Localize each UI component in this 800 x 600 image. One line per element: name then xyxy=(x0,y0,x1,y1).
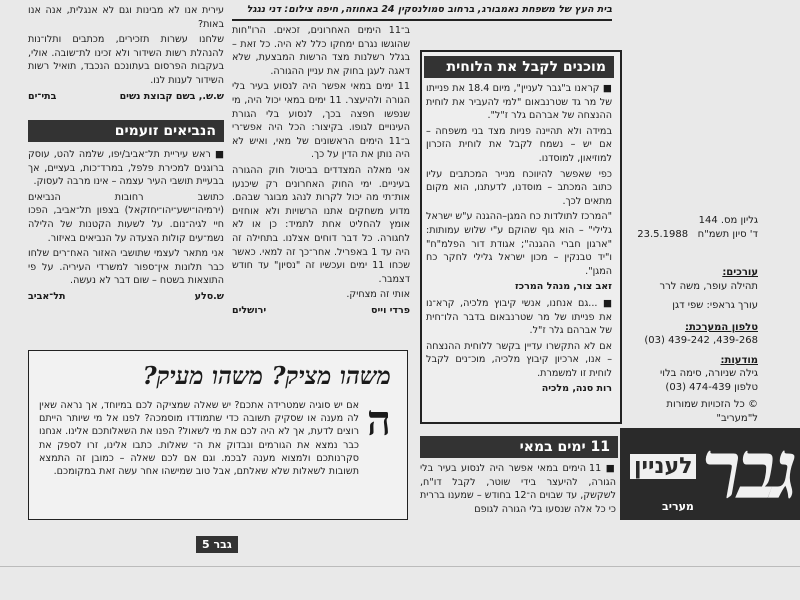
middle-article-body xyxy=(232,24,410,320)
prophets-headline: הנביאים זועמים xyxy=(28,120,224,142)
ready-paragraph: במידה ולא תהיינה פניות מצד בני משפחה – אם יש – נשמח לקבל את לוחית הזכרון למוזיאון, למוסדנו. xyxy=(426,125,612,164)
copyright: © כל הזכויות שמורות ל"מעריב" xyxy=(666,399,758,424)
left-top-signature: ש.ש., בשם קבוצת נשים בתי־ים xyxy=(28,90,224,102)
logo-sub: לעניין xyxy=(630,454,696,479)
prophets-paragraph: אני מתאר לעצמי שתושבי האזור האח־רים שלחו כבר תלונות אין־ספור למשרדי העיריה. על פי התוצאות בשטח – שום דבר לא נעשה. xyxy=(28,248,224,287)
editors-label: עורכים: xyxy=(722,267,758,278)
middle-paragraph: ב־11 הימים האחרונים, זכאים. הרו"חות שהוגשו נגרם ימחקו כלל לא היה. כל זאת – בגלל רשלנות מצד הרשות המבצעת, שלא דאגה לעגן בחוק את עניין ההגורה. xyxy=(232,25,410,77)
eleven-days-body xyxy=(420,462,616,518)
prophets-article-body xyxy=(28,148,224,307)
question-box xyxy=(28,350,408,520)
left-top-paragraph: שלחנו עשרות תזכירים, מכתבים ותלו־נות להנהלת רשות השידור ולא זכינו לת־שובה. אולי, בעקבות הפרסום בעתונכם הנכבד, תואיל רשות השידור לענות לנו. xyxy=(28,34,224,86)
caption-rule xyxy=(232,19,612,21)
editors-names: תהילה עופר, משה לרר xyxy=(659,280,758,292)
editorial-phones: (03) 439-242 ,439-268 xyxy=(644,335,758,346)
page-number: גבר 5 xyxy=(196,536,238,553)
ready-paragraph: "המרכז לתולדות כח המגן–ההגנה ע"ש ישראל גלילי" – הוא גוף שהוקם ע"י שלוש עמותות: "ארגון חברי ההגנה"; אגודת דור הפלמ"ח" ו"יד טבנקין – מכון ישראל גלילי לחקר כח המגן". xyxy=(426,211,612,277)
middle-paragraph: 11 ימים במאי אפשר היה לנסוע בעיר בלי הגורה ולהיעצר. 11 ימים במאי יכול היה, מי שנפשו חפצה בכך, לנסוע בלי הגורת העינויים לגופו. בקיצור: הכל היה אפש־רי ב־11 הימים הראשונים של מאי, ואיש לא היה נותן את הדין על כך. xyxy=(232,81,410,161)
ready-signature-1: זאב צור, מנהל המרכז xyxy=(515,281,612,293)
eleven-days-headline: 11 ימים במאי xyxy=(420,436,618,458)
issue-number: גליון מס. 144 xyxy=(698,215,758,226)
edition-info xyxy=(628,214,758,241)
eleven-days-paragraph: ■ 11 הימים במאי אפשר היה לנסוע בעיר בלי הגורה, להיעצר בידי שוטר, לקבל דו"ח, לשקשק, עד שבוים ה־12 בחודש – שמענו בררית כי כל אלה שנסעו בלי הגורה לגופם xyxy=(420,463,616,515)
ready-article-body xyxy=(426,82,612,399)
logo-main: גבר xyxy=(701,428,794,517)
question-headline: משהו מציק? משהו מעיק? xyxy=(142,361,391,390)
section-logo xyxy=(620,428,800,520)
prophets-signature: ש.סלע תל־אביב xyxy=(28,290,224,302)
ready-paragraph: כפי שאפשר להיווכח מנייר המכתבים עליו כתוב המכתב – מוסדנו, לדעתנו, הוא מקום מתאים לכך. xyxy=(426,168,612,207)
photo-caption: בית העץ של משפחת נאמבורג, ברחוב סמולנסקין 24 באחוזה, חיפה צילום: דני נגגל xyxy=(246,4,612,15)
logo-brand: מעריב xyxy=(662,500,694,513)
ready-signature-2: רות סנה, מלכיה xyxy=(541,383,612,395)
ad-label: מודעות: xyxy=(720,354,758,366)
middle-signature: פרדי וייס ירושלים xyxy=(232,304,410,316)
ready-paragraph: ■ קראנו ב"גבר לעניין", מיום 18.4 את פנייתו של מר גד שטרנבאום "למי להעביר את לוחית ההנצחה של אברהם גלר ז"ל". xyxy=(426,83,612,122)
left-top-paragraph: עירית אנו לא מבינות וגם לא אנגלית, אנה אנו באות? xyxy=(28,5,224,30)
editors-info xyxy=(628,266,758,425)
bottom-rule xyxy=(0,566,800,567)
ad-names: גילה שניורה, סימה בלוי xyxy=(660,368,758,379)
prophets-paragraph: ■ ראש עיריית תל־אביב/יפו, שלמה להט, עוסק ברוגנים למכירת פלפל, במרד־כות, בעציים, אך בבעיית תושבי העיר עצמה – אינו מרבה לעסוק. xyxy=(28,149,224,188)
question-dropcap: ה xyxy=(366,396,392,445)
graphic-editor: עורך גראפי: שפי דגן xyxy=(672,300,758,311)
ready-paragraph: אם לא התקשרו עדיין בקשר ללוחית ההנצחה – אנו, ארכיון קיבוץ מלכיה, מוכ־נים לקבל לוחית זו למשמרת. xyxy=(426,340,612,379)
ready-article-headline: מוכנים לקבל את הלוחית xyxy=(424,56,614,78)
issue-date: ד' סיון תשמ"ח 23.5.1988 xyxy=(637,228,758,240)
question-body: אם יש סוגיה שמטרידה אתכם? יש שאלה שמציקה לכם במיוחד, אך נראה שאין לה מענה או שסקיק תשובה כדי שתמודדו מוסמכה? לפנו אל מי שיותר הייתם רוצים לדעת, אך לא היה לכם את מי לשאול? הפנו את השאלותכם אלינו. אנחנו כבר נמצא את הגורמים ונבדוק את ה־ שאלות. כתבו אלינו, זרו לספק את סקרנותכם ולמצוא מענה לבכמ. וגם אם לכם שאלה – כמובן זה התמצא תשובות לשאלות שלא שאלתם, אבל טוב שמישהו אחר עשה זאת במקומכם. xyxy=(39,400,359,478)
middle-paragraph: אותי זה מצחיק. xyxy=(346,289,410,301)
editorial-phone-label: טלפון המערכת: xyxy=(684,321,758,333)
ready-paragraph: ■ ...גם אנחנו, אנשי קיבוץ מלכיה, קרא־נו את פנייתו של מר שטרנבאום בדבר הלו־חית של אברהם גלר ז"ל. xyxy=(426,297,612,337)
ad-phone: טלפון 474-439 (03) xyxy=(665,381,758,393)
middle-paragraph: אני מאלה המצדדים בביטול חוק ההגורה בעיניים. ימי החוק האחרונים רק שיכנעו אות־תי מה יכול לקרות לנהג מבוגר שבהם. מדוע משחקים אתנו הרשויות ולא אוחזים אומץ להחליט אחת לתמיד: כן או לא לחגורה. כל דבר דוחים אצלנו. בתחילה זה היה עד 1 באפריל. אחר־כך זה למאי. כאשר שכחו 11 ימים ועכשיו זה "נסיון" עד חודש דצמבר. xyxy=(232,164,410,285)
left-top-article-body xyxy=(28,4,224,106)
prophets-paragraph: כתושב רחובות הנביאים (ירמיהו־ישע־יהו־יחזקאל) בצפון תל־אביב, הפכו חיי לגיה־נום. על לשעות הקטנות של הלילה נשמ־עים קולות הצעדה על הנביאים באיזור. xyxy=(28,191,224,244)
